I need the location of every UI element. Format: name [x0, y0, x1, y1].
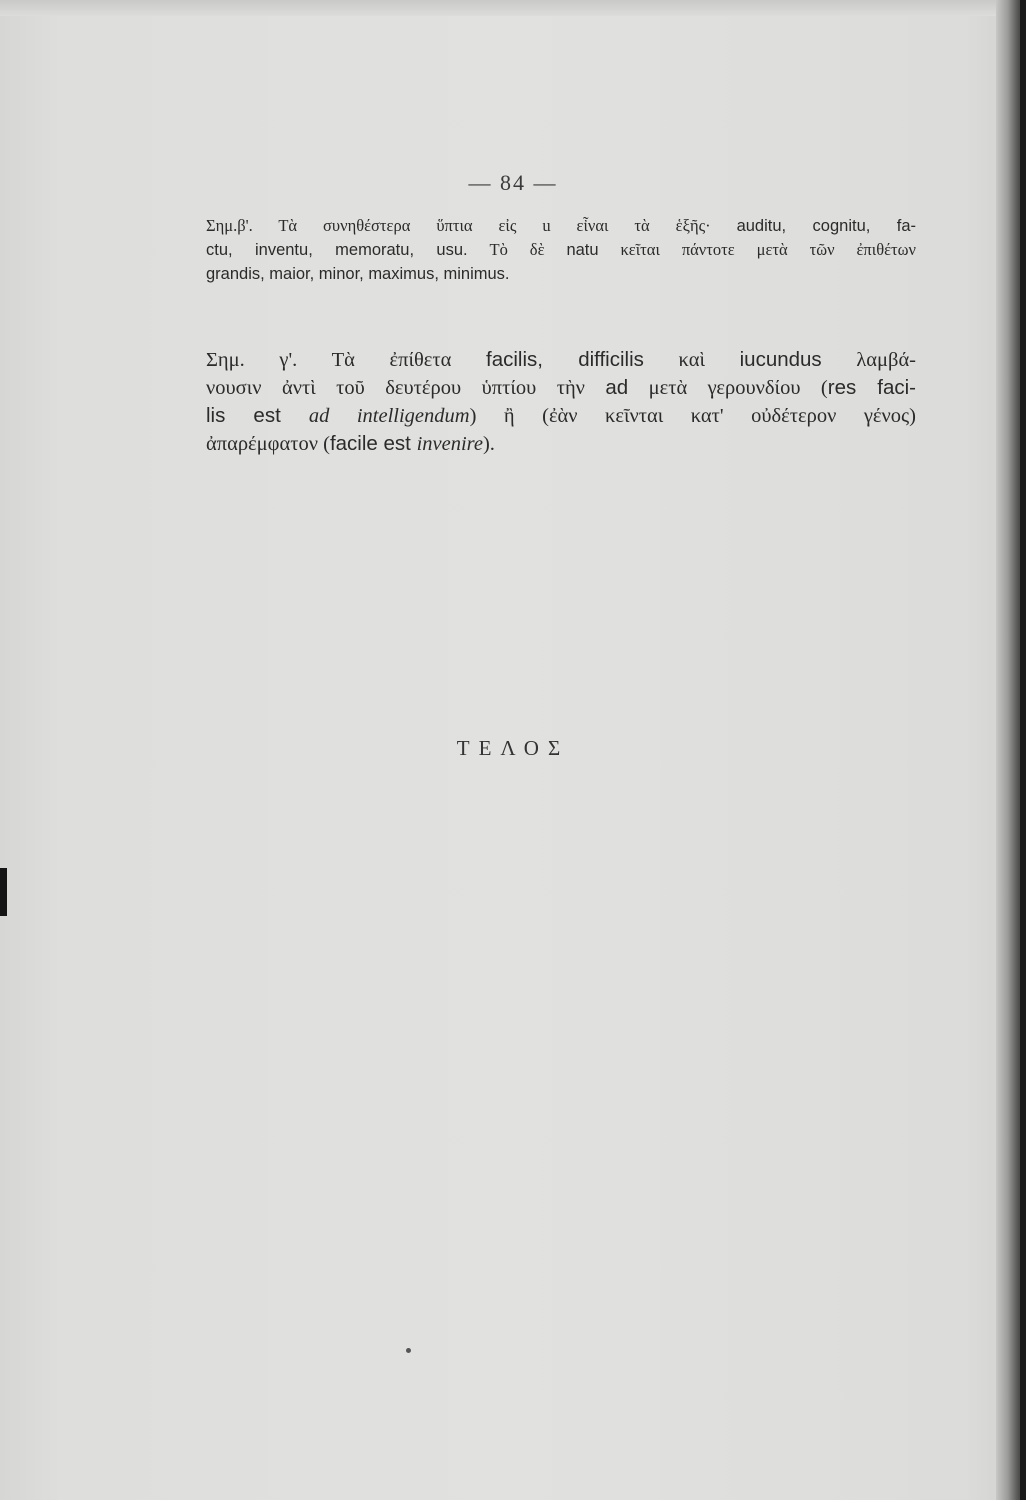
note-gamma-greek: ἀπαρέμφατον ( — [206, 433, 330, 455]
note-gamma-latin-italic: ad intelligendum — [308, 405, 470, 427]
note-beta-line-3 — [206, 262, 916, 286]
note-gamma-latin: iucundus — [739, 348, 822, 371]
note-beta-latin-adjectives: grandis, maior, minor, maximus, minimus. — [206, 265, 510, 283]
note-gamma-line-3 — [206, 402, 916, 430]
note-beta-latin-word: natu — [566, 241, 599, 259]
note-beta-greek: Σημ.β'. Τὰ συνηθέστερα ὕπτια εἰς u εἶναι τὰ ἑξῆς· — [206, 216, 737, 235]
note-gamma-latin: facilis, difficilis — [486, 348, 644, 371]
note-gamma-paragraph — [206, 346, 916, 458]
note-gamma-greek: ) ἢ (ἐὰν κεῖνται κατ' οὐδέτερον γένος) — [469, 405, 916, 427]
ink-speck — [406, 1348, 411, 1353]
note-beta-latin-list: ctu, inventu, memoratu, usu. — [206, 241, 468, 259]
note-gamma-latin: ad — [605, 376, 629, 399]
note-beta-line-2 — [206, 238, 916, 262]
note-beta-greek: κεῖται πάντοτε μετὰ τῶν ἐπιθέτων — [598, 240, 916, 259]
note-gamma-greek: λαμβά- — [821, 349, 917, 371]
note-gamma-greek: Σημ. γ'. Τὰ ἐπίθετα — [206, 349, 487, 371]
note-beta-line-1 — [206, 214, 916, 238]
note-gamma-line-1 — [206, 346, 916, 374]
note-gamma-greek: νουσιν ἀντὶ τοῦ δευτέρου ὑπτίου τὴν — [206, 377, 606, 399]
note-gamma-latin: facile est — [329, 432, 417, 455]
note-beta-latin: auditu, cognitu, fa- — [736, 217, 917, 235]
note-gamma-latin-italic: invenire — [416, 433, 483, 455]
note-gamma-latin: lis est — [206, 404, 309, 427]
note-gamma-greek: καὶ — [643, 349, 740, 371]
note-gamma-punct: ). — [482, 433, 495, 455]
note-gamma-latin: res faci- — [827, 376, 916, 399]
page-top-shadow — [0, 0, 1026, 16]
scan-edge-mark — [0, 868, 7, 916]
note-beta-greek: Τὸ δὲ — [467, 240, 567, 259]
note-gamma-line-4 — [206, 430, 916, 458]
note-beta-paragraph — [206, 214, 916, 286]
note-gamma-line-2 — [206, 374, 916, 402]
note-gamma-greek: μετὰ γερουνδίου ( — [628, 377, 828, 399]
page-number: — 84 — — [468, 170, 558, 195]
end-heading: ΤΕΛΟΣ — [456, 736, 570, 760]
